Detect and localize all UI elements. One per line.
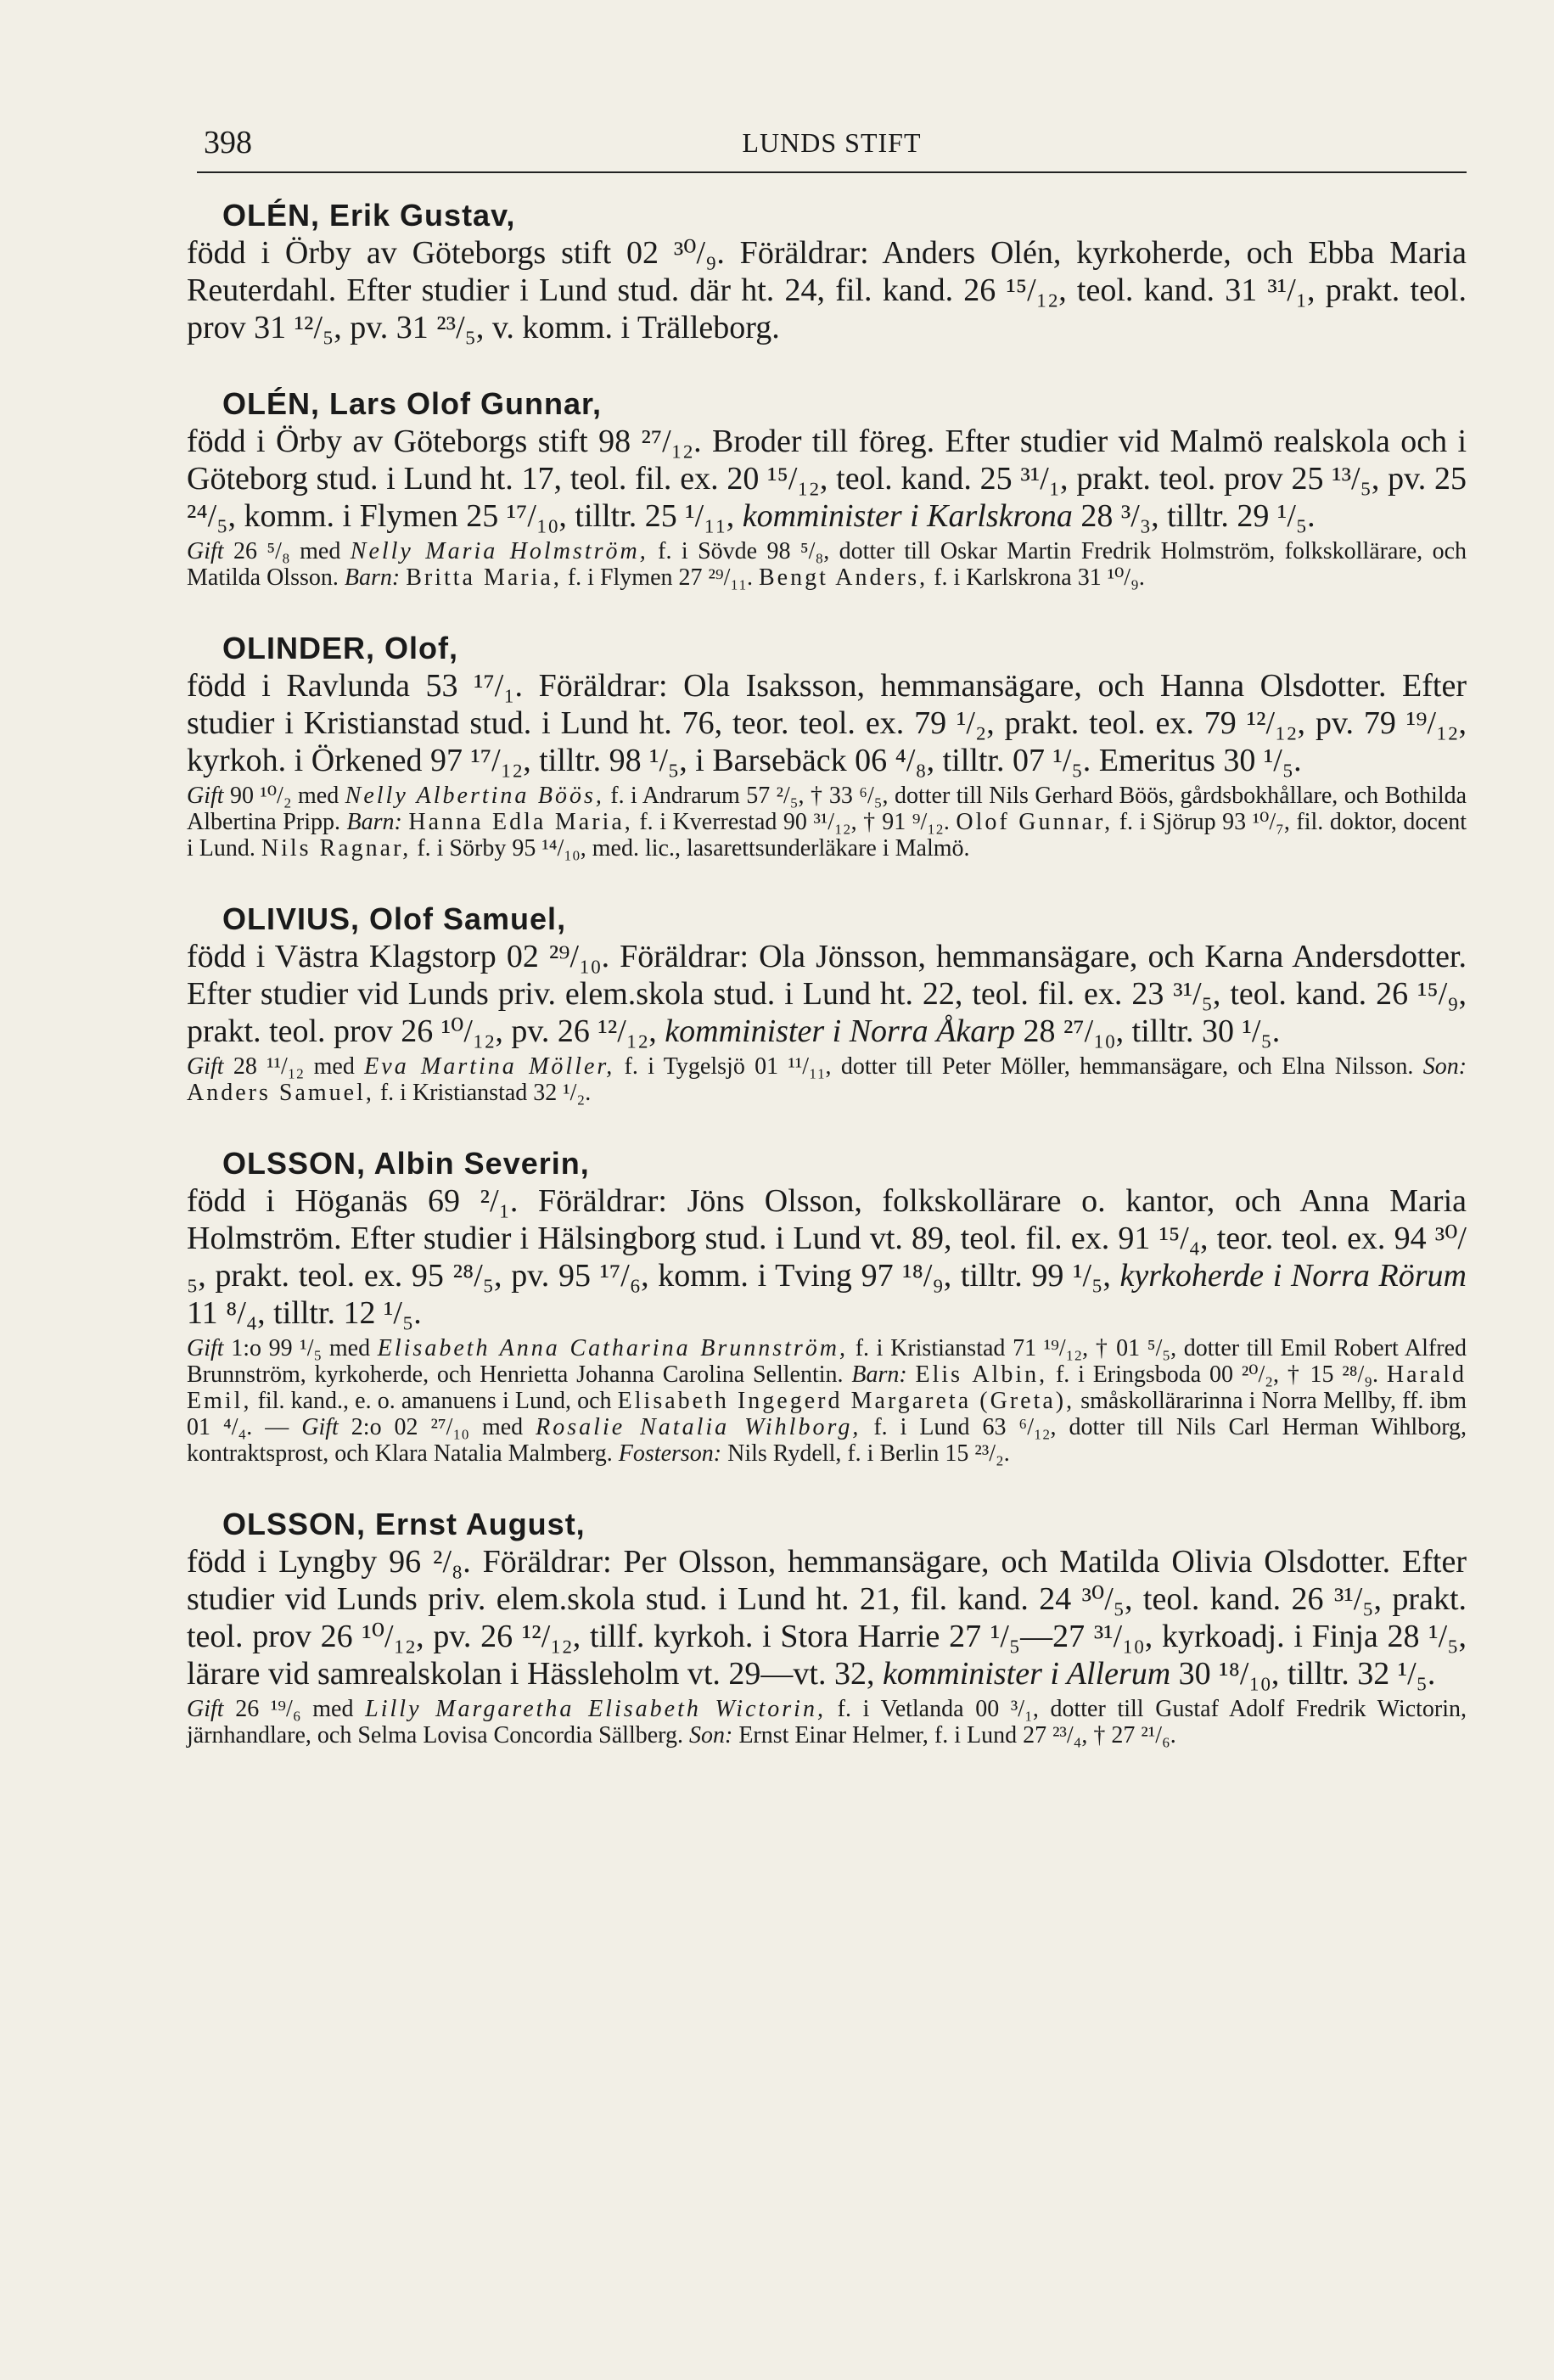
family-info [187, 538, 1467, 591]
gift-label: Gift [187, 1335, 224, 1361]
entry-olsson-albin [187, 1145, 1467, 1467]
entry-body [187, 423, 1467, 535]
family-text: f. i Kristianstad 71 ¹⁹/₁₂, † 01 ⁵/₅, dotter till Emil Robert Alfred Brunnström, kyrkoherde, och Henrietta Johanna Carolina Sellentin. [187, 1335, 1467, 1388]
entry-olivius-olof [187, 901, 1467, 1106]
entry-olen-erik [187, 197, 1467, 346]
family-text: f. i Eringsboda 00 ²⁰/₂, † 15 ²⁸/₉. [1055, 1361, 1379, 1388]
child-name: Nils Ragnar, [261, 835, 412, 862]
barn-label: Barn: [344, 564, 401, 591]
barn-label: Barn: [851, 1361, 907, 1388]
entry-body: född i Örby av Göteborgs stift 02 ³⁰/₉. Föräldrar: Anders Olén, kyrkoherde, och Ebba Maria Reuterdahl. Efter studier i Lund stud. där ht. 24, fil. kand. 26 ¹⁵/₁₂, teol. kand. 31 ³¹/₁, prakt. teol. prov 31 ¹²/₅, pv. 31 ²³/₅, v. komm. i Trälleborg. [187, 235, 1467, 345]
child-name: Harald Emil, [187, 1361, 1467, 1414]
child-name: Anders Samuel, [187, 1080, 374, 1106]
running-head: LUNDS STIFT [742, 127, 922, 158]
family-text: f. i Lund 63 ⁶/₁₂, dotter till Nils Carl Herman Wihlborg, kontraktsprost, och Klara Natalia Malmberg. [187, 1414, 1467, 1467]
child-name: Hanna Edla Maria, [408, 809, 633, 835]
gift-label: Gift [301, 1414, 339, 1440]
spouse-name: Nelly Maria Holmström, [350, 538, 648, 564]
family-text: fil. kand., e. o. amanuens i Lund, och [257, 1388, 612, 1414]
family-text: 1:o 99 ¹/₅ med [231, 1335, 371, 1361]
family-text: f. i Kristianstad 32 ¹/₂. [379, 1080, 592, 1106]
son-label: Son: [688, 1722, 733, 1749]
family-text: f. i Kverrestad 90 ³¹/₁₂, † 91 ⁹/₁₂. [639, 809, 950, 835]
child-name: Olof Gunnar, [956, 809, 1114, 835]
entry-name: OLSSON, Albin Severin, [222, 1146, 590, 1181]
spouse-name: Nelly Albertina Böös, [345, 783, 604, 809]
position-title: komminister i Allerum [883, 1656, 1171, 1692]
family-text: 28 ¹¹/₁₂ med [233, 1053, 355, 1080]
family-text: f. i Karlskrona 31 ¹⁰/₉. [934, 564, 1145, 591]
spouse-name: Elisabeth Anna Catharina Brunnström, [377, 1335, 849, 1361]
child-name: Elis Albin, [915, 1361, 1048, 1388]
page-number: 398 [204, 125, 252, 160]
barn-label: Barn: [346, 809, 402, 835]
gift-label: Gift [187, 538, 224, 564]
body-text: 30 ¹⁸/₁₀, tilltr. 32 ¹/₅. [1178, 1656, 1436, 1692]
entry-olsson-ernst [187, 1506, 1467, 1749]
family-info [187, 783, 1467, 862]
family-info [187, 1696, 1467, 1749]
position-title: kyrkoherde i Norra Rörum [1119, 1258, 1467, 1294]
child-name: Britta Maria, [406, 564, 562, 591]
entry-name: OLÉN, Erik Gustav, [222, 198, 516, 233]
family-text: 90 ¹⁰/₂ med [230, 783, 339, 809]
child-name: Bengt Anders, [758, 564, 928, 591]
entry-olen-lars [187, 385, 1467, 591]
gift-label: Gift [187, 1053, 224, 1080]
entry-body [187, 1543, 1467, 1692]
entry-name: OLÉN, Lars Olof Gunnar, [222, 386, 603, 421]
entry-body [187, 938, 1467, 1050]
fosterson-label: Fosterson: [618, 1440, 722, 1467]
position-title: komminister i Karlskrona [742, 498, 1073, 534]
family-text: 26 ¹⁹/₆ med [235, 1696, 354, 1722]
family-text: 26 ⁵/₈ med [233, 538, 341, 564]
body-text: 28 ³/₃, tilltr. 29 ¹/₅. [1080, 498, 1316, 534]
spouse-name: Rosalie Natalia Wihlborg, [536, 1414, 861, 1440]
gift-label: Gift [187, 1696, 224, 1722]
body-text: född i Örby av Göteborgs stift 98 ²⁷/₁₂. Broder till föreg. Efter studier vid Malmö realskola och i Göteborg stud. i Lund ht. 17, teol. fil. ex. 20 ¹⁵/₁₂, teol. kand. 25 ³¹/₁, prakt. teol. prov 25 ¹³/₅, pv. 25 ²⁴/₅, komm. i Flymen 25 ¹⁷/₁₀, tilltr. 25 ¹/₁₁, [187, 424, 1467, 534]
family-text: f. i Vetlanda 00 ³/₁, dotter till Gustaf Adolf Fredrik Wictorin, järnhandlare, och Selma Lovisa Concordia Sällberg. [187, 1696, 1467, 1749]
family-text: f. i Sjörup 93 ¹⁰/₇, fil. doktor, docent i Lund. [187, 809, 1467, 862]
body-text: 28 ²⁷/₁₀, tilltr. 30 ¹/₅. [1023, 1013, 1281, 1049]
body-text: född i Lyngby 96 ²/₈. Föräldrar: Per Olsson, hemmansägare, och Matilda Olivia Olsdotter. Efter studier vid Lunds priv. elem.skola stud. i Lund ht. 21, fil. kand. 24 ³⁰/₅, teol. kand. 26 ³¹/₅, prakt. teol. prov 26 ¹⁰/₁₂, pv. 26 ¹²/₁₂, tillf. kyrkoh. i Stora Harrie 27 ¹/₅—27 ³¹/₁₀, kyrkoadj. i Finja 28 ¹/₅, lärare vid samrealskolan i Hässleholm vt. 29—vt. 32, [187, 1544, 1467, 1692]
position-title: komminister i Norra Åkarp [665, 1013, 1015, 1049]
entry-body: född i Ravlunda 53 ¹⁷/₁. Föräldrar: Ola Isaksson, hemmansägare, och Hanna Olsdotter. Efter studier i Kristianstad stud. i Lund ht. 76, teor. teol. ex. 79 ¹/₂, prakt. teol. ex. 79 ¹²/₁₂, pv. 79 ¹⁹/₁₂, kyrkoh. i Örkened 97 ¹⁷/₁₂, tilltr. 98 ¹/₅, i Barsebäck 06 ⁴/₈, tilltr. 07 ¹/₅. Emeritus 30 ¹/₅. [187, 668, 1467, 778]
entry-body [187, 1182, 1467, 1332]
gift-label: Gift [187, 783, 224, 809]
child-name: Elisabeth Ingegerd Margareta (Greta), [617, 1388, 1075, 1414]
son-label: Son: [1422, 1053, 1467, 1080]
family-text: Nils Rydell, f. i Berlin 15 ²³/₂. [727, 1440, 1010, 1467]
spouse-name: Eva Martina Möller, [364, 1053, 615, 1080]
entry-olinder-olof [187, 630, 1467, 862]
family-text: 2:o 02 ²⁷/₁₀ med [351, 1414, 524, 1440]
family-text: f. i Tygelsjö 01 ¹¹/₁₁, dotter till Peter Möller, hemmansägare, och Elna Nilsson. [624, 1053, 1414, 1080]
body-text: född i Västra Klagstorp 02 ²⁹/₁₀. Föräldrar: Ola Jönsson, hemmansägare, och Karna Andersdotter. Efter studier vid Lunds priv. elem.skola stud. i Lund ht. 22, teol. fil. ex. 23 ³¹/₅, teol. kand. 26 ¹⁵/₉, prakt. teol. prov 26 ¹⁰/₁₂, pv. 26 ¹²/₁₂, [187, 939, 1467, 1049]
entry-name: OLINDER, Olof, [222, 631, 458, 665]
spouse-name: Lilly Margaretha Elisabeth Wictorin, [365, 1696, 826, 1722]
body-text: 11 ⁸/₄, tilltr. 12 ¹/₅. [187, 1295, 422, 1331]
entries-list [187, 197, 1467, 1788]
entry-name: OLSSON, Ernst August, [222, 1507, 586, 1541]
family-text: f. i Andrarum 57 ²/₅, † 33 ⁶/₅, dotter till Nils Gerhard Böös, gårdsbokhållare, och Bothilda Albertina Pripp. [187, 783, 1467, 835]
family-info [187, 1053, 1467, 1106]
family-text: f. i Sörby 95 ¹⁴/₁₀, med. lic., lasarettsunderläkare i Malmö. [417, 835, 970, 862]
body-text: född i Höganäs 69 ²/₁. Föräldrar: Jöns Olsson, folkskollärare o. kantor, och Anna Maria Holmström. Efter studier i Hälsingborg stud. i Lund vt. 89, teol. fil. ex. 91 ¹⁵/₄, teor. teol. ex. 94 ³⁰/₅, prakt. teol. ex. 95 ²⁸/₅, pv. 95 ¹⁷/₆, komm. i Tving 97 ¹⁸/₉, tilltr. 99 ¹/₅, [187, 1183, 1467, 1294]
entry-name: OLIVIUS, Olof Samuel, [222, 901, 567, 936]
page-header [197, 117, 1467, 173]
family-text: f. i Sövde 98 ⁵/₈, dotter till Oskar Martin Fredrik Holmström, folkskollärare, och Matilda Olsson. [187, 538, 1467, 591]
family-text: småskollärarinna i Norra Mellby, ff. ibm 01 ⁴/₄. — [187, 1388, 1467, 1440]
family-text: f. i Flymen 27 ²⁹/₁₁. [567, 564, 753, 591]
family-info [187, 1335, 1467, 1467]
family-text: Ernst Einar Helmer, f. i Lund 27 ²³/₄, † 27 ²¹/₆. [738, 1722, 1176, 1749]
